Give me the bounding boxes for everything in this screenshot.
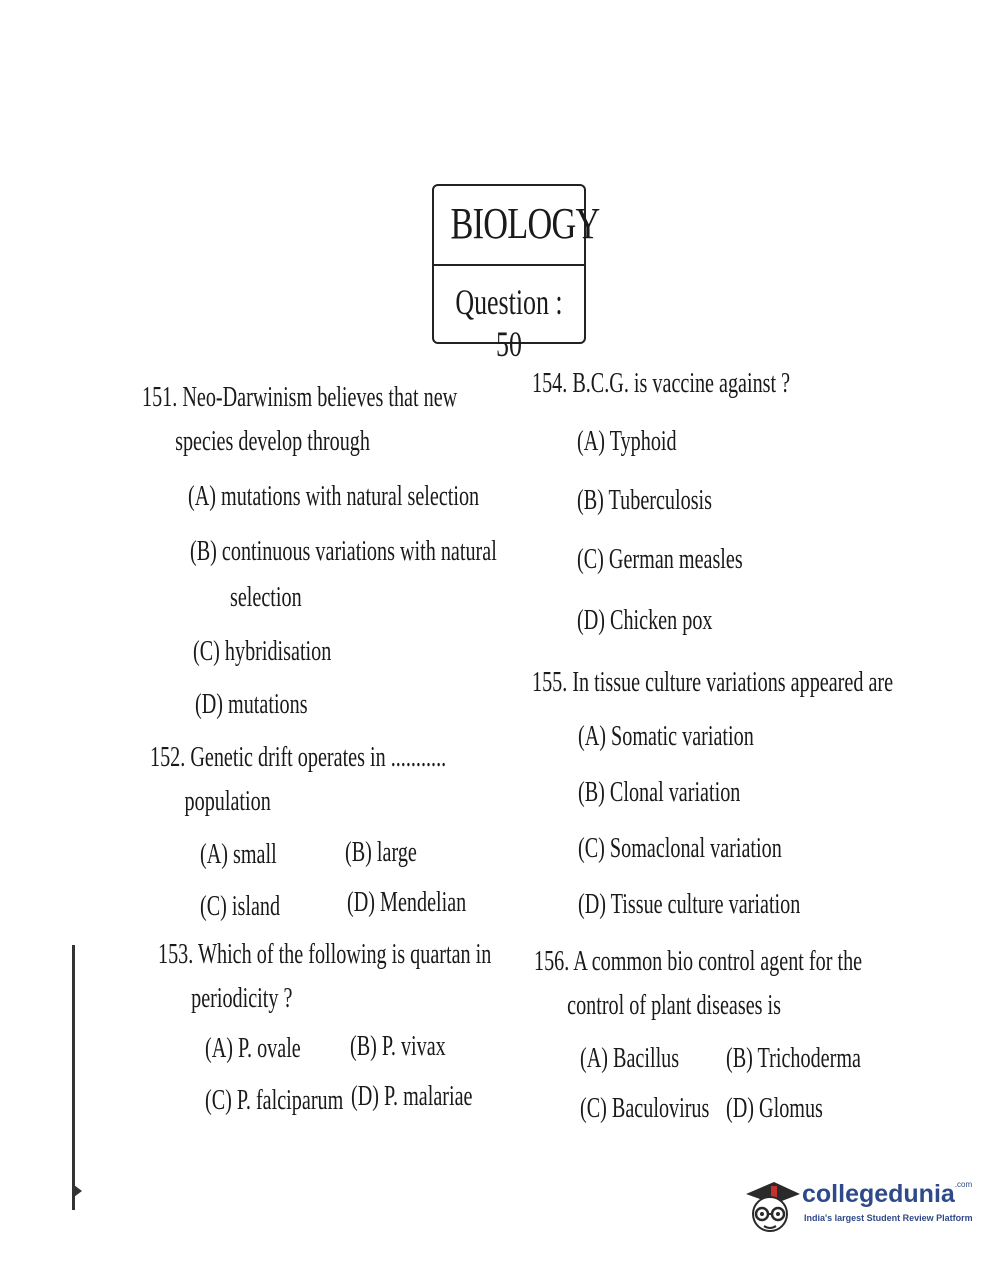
option-151-b: (B) continuous variations with natural	[190, 536, 497, 567]
option-151-a: (A) mutations with natural selection	[188, 481, 480, 512]
subject-header-box	[432, 184, 600, 364]
question-number: 151.	[142, 382, 178, 413]
question-number: 152.	[150, 742, 186, 773]
header-divider	[434, 264, 584, 266]
option-155-d: (D) Tissue culture variation	[578, 889, 801, 920]
question-151	[142, 376, 580, 464]
option-152-b: (B) large	[345, 837, 417, 868]
question-text-line-2: control of plant diseases is	[567, 990, 782, 1021]
option-156-d: (D) Glomus	[726, 1093, 823, 1124]
option-156-b: (B) Trichoderma	[726, 1043, 861, 1074]
subject-title: BIOLOGY	[450, 199, 600, 248]
scan-edge-line	[72, 945, 75, 1210]
option-152-a: (A) small	[200, 839, 277, 870]
question-count: Question : 50	[455, 282, 563, 364]
collegedunia-logo[interactable]	[740, 1176, 973, 1236]
option-153-d: (D) P. malariae	[351, 1081, 473, 1112]
option-151-b-continued: selection	[230, 582, 302, 613]
logo-suffix: .com	[954, 1180, 973, 1189]
option-155-b: (B) Clonal variation	[578, 777, 741, 808]
question-text-line-2: species develop through	[175, 426, 370, 457]
logo-tagline: India's largest Student Review Platform	[804, 1213, 973, 1223]
option-154-a: (A) Typhoid	[577, 426, 677, 457]
question-number: 156.	[534, 946, 570, 977]
question-text-line-1: Genetic drift operates in ...........	[190, 742, 447, 773]
option-156-a: (A) Bacillus	[580, 1043, 680, 1074]
question-text-line-1: In tissue culture variations appeared are	[572, 667, 894, 698]
question-text-line-1: A common bio control agent for the	[573, 946, 863, 977]
graduate-mascot-icon	[740, 1176, 802, 1236]
option-155-c: (C) Somaclonal variation	[578, 833, 782, 864]
logo-wordmark: collegedunia	[802, 1180, 955, 1208]
question-text-line-1: Which of the following is quartan in	[197, 939, 492, 970]
question-156	[534, 940, 990, 1028]
option-151-d: (D) mutations	[195, 689, 308, 720]
option-152-d: (D) Mendelian	[347, 887, 467, 918]
question-number: 153.	[158, 939, 194, 970]
option-153-a: (A) P. ovale	[205, 1033, 301, 1064]
question-text-line-1: B.C.G. is vaccine against ?	[572, 368, 791, 399]
question-154	[532, 362, 890, 406]
option-156-c: (C) Baculovirus	[580, 1093, 710, 1124]
option-154-b: (B) Tuberculosis	[577, 485, 712, 516]
question-text-line-1: Neo-Darwinism believes that new	[182, 382, 458, 413]
option-152-c: (C) island	[200, 891, 281, 922]
option-154-c: (C) German measles	[577, 544, 743, 575]
option-155-a: (A) Somatic variation	[578, 721, 754, 752]
option-153-c: (C) P. falciparum	[205, 1085, 344, 1116]
option-153-b: (B) P. vivax	[350, 1031, 446, 1062]
scan-edge-arrow	[74, 1185, 82, 1197]
question-number: 154.	[532, 368, 568, 399]
question-number: 155.	[532, 667, 568, 698]
option-151-c: (C) hybridisation	[193, 636, 332, 667]
question-text-line-2: population	[184, 786, 271, 817]
question-155	[532, 661, 1000, 705]
option-154-d: (D) Chicken pox	[577, 605, 713, 636]
question-152	[150, 736, 561, 824]
question-text-line-2: periodicity ?	[191, 983, 293, 1014]
